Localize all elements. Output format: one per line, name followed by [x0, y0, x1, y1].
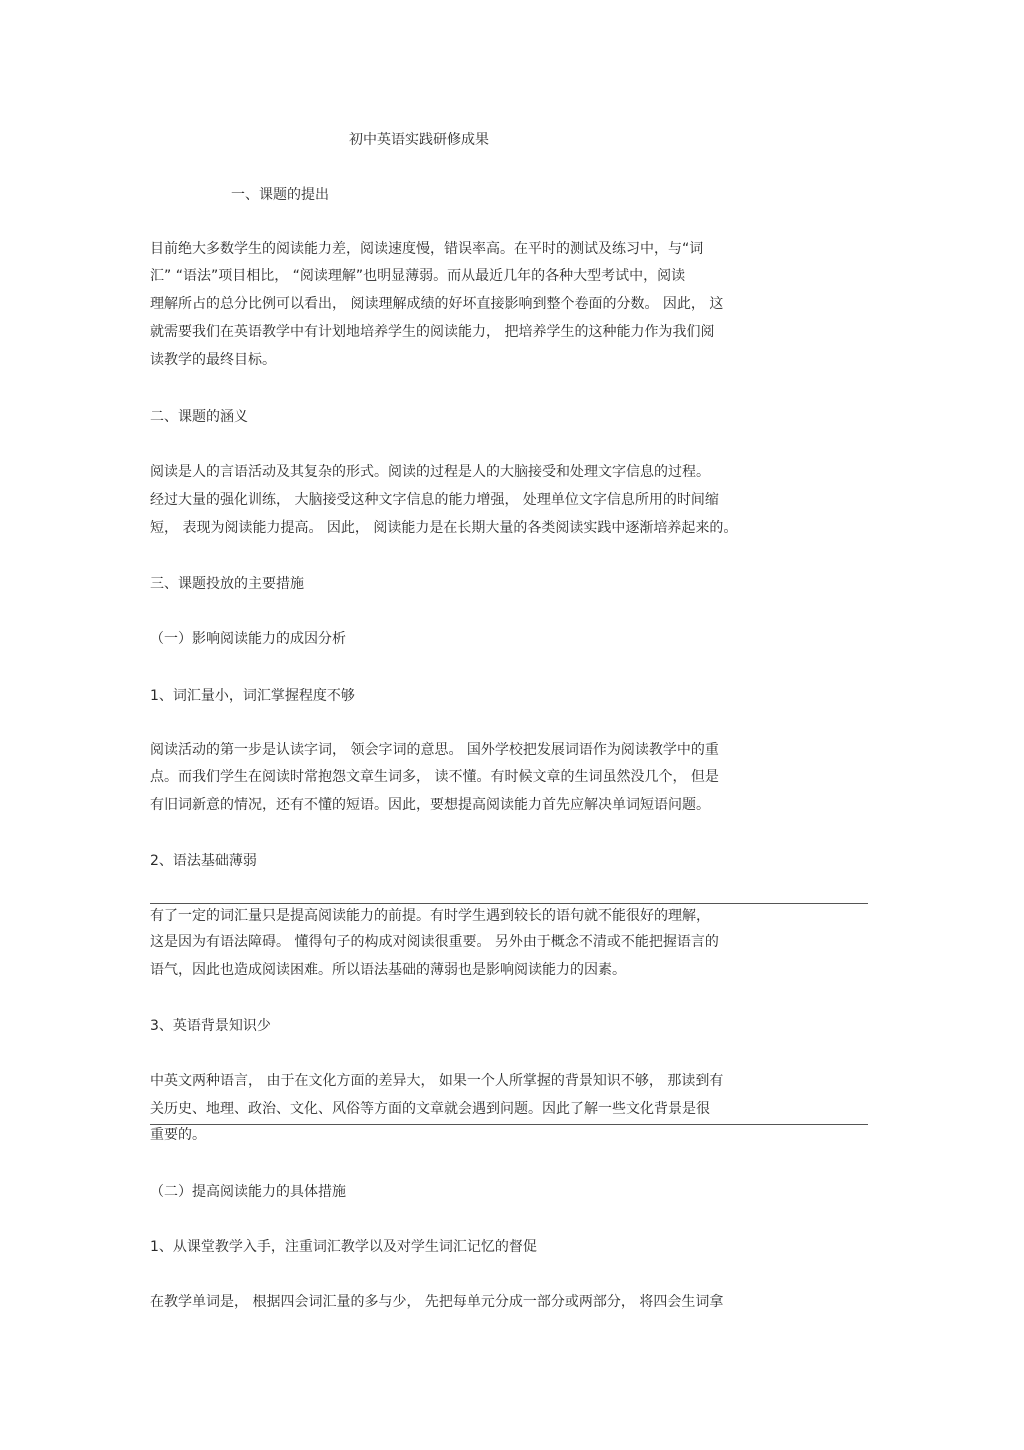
paragraph-line: 阅读是人的言语活动及其复杂的形式。阅读的过程是人的大脑接受和处理文字信息的过程。	[150, 464, 710, 480]
paragraph-line: 这是因为有语法障碍。 懂得句子的构成对阅读很重要。 另外由于概念不清或不能把握语言的	[150, 934, 719, 950]
document-title: 初中英语实践研修成果	[349, 132, 489, 148]
horizontal-rule	[150, 1124, 868, 1125]
paragraph-line: 经过大量的强化训练， 大脑接受这种文字信息的能力增强， 处理单位文字信息所用的时间缩	[150, 492, 719, 508]
subsection-heading: （二）提高阅读能力的具体措施	[150, 1184, 346, 1200]
paragraph-line: 理解所占的总分比例可以看出， 阅读理解成绩的好坏直接影响到整个卷面的分数。 因此， 这	[150, 296, 724, 312]
paragraph-line: 阅读活动的第一步是认读字词， 领会字词的意思。 国外学校把发展词语作为阅读教学中的重	[150, 742, 719, 758]
section-heading: 三、课题投放的主要措施	[150, 576, 304, 592]
paragraph-line: 有了一定的词汇量只是提高阅读能力的前提。有时学生遇到较长的语句就不能很好的理解，	[150, 908, 710, 924]
item-heading: 1、词汇量小，词汇掌握程度不够	[150, 688, 355, 704]
section-heading: 一、课题的提出	[231, 187, 329, 203]
item-heading: 3、英语背景知识少	[150, 1018, 271, 1034]
paragraph-line: 就需要我们在英语教学中有计划地培养学生的阅读能力， 把培养学生的这种能力作为我们阅	[150, 324, 715, 340]
paragraph-line: 有旧词新意的情况，还有不懂的短语。因此，要想提高阅读能力首先应解决单词短语问题。	[150, 797, 710, 813]
paragraph-line: 点。而我们学生在阅读时常抱怨文章生词多， 读不懂。有时候文章的生词虽然没几个， 但是	[150, 769, 719, 785]
item-heading: 1、从课堂教学入手，注重词汇教学以及对学生词汇记忆的督促	[150, 1239, 537, 1255]
paragraph-line: 关历史、地理、政治、文化、风俗等方面的文章就会遇到问题。因此了解一些文化背景是很	[150, 1101, 710, 1117]
paragraph-line: 目前绝大多数学生的阅读能力差，阅读速度慢，错误率高。在平时的测试及练习中，与“词	[150, 241, 704, 257]
paragraph-line: 汇” “语法”项目相比， “阅读理解”也明显薄弱。而从最近几年的各种大型考试中，阅读	[150, 268, 686, 284]
paragraph-line: 中英文两种语言， 由于在文化方面的差异大， 如果一个人所掌握的背景知识不够， 那读到有	[150, 1073, 724, 1089]
paragraph-line: 读教学的最终目标。	[150, 352, 276, 368]
horizontal-rule	[150, 903, 868, 904]
paragraph-line: 语气，因此也造成阅读困难。所以语法基础的薄弱也是影响阅读能力的因素。	[150, 962, 626, 978]
subsection-heading: （一）影响阅读能力的成因分析	[150, 631, 346, 647]
paragraph-line: 在教学单词是， 根据四会词汇量的多与少， 先把每单元分成一部分或两部分， 将四会生词拿	[150, 1294, 724, 1310]
paragraph-line: 短， 表现为阅读能力提高。 因此， 阅读能力是在长期大量的各类阅读实践中逐渐培养起来的。	[150, 520, 738, 536]
paragraph-line: 重要的。	[150, 1127, 206, 1143]
item-heading: 2、语法基础薄弱	[150, 853, 257, 869]
section-heading: 二、课题的涵义	[150, 409, 248, 425]
